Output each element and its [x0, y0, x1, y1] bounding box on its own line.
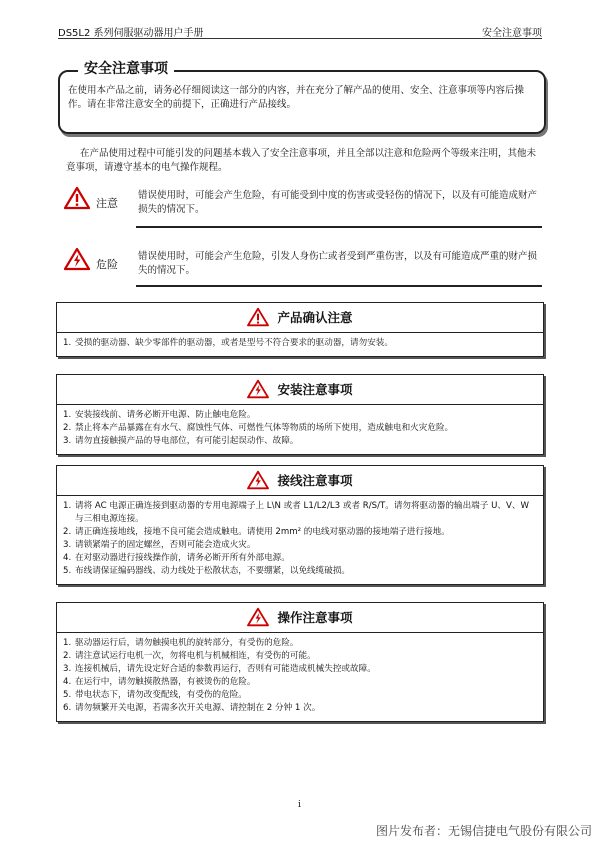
page-header [58, 22, 542, 39]
list-item: 6. 请勿频繁开关电源，若需多次开关电源、请控制在 2 分钟 1 次。 [63, 703, 321, 713]
intro-box [58, 70, 546, 134]
section-wiring [56, 465, 544, 585]
section-operation [56, 602, 544, 722]
list-item: 1. 请将 AC 电源正确连接到驱动器的专用电源端子上 L\N 或者 L1/L2/L3 或者 R/S/T。请勿将驱动器的输出端子 U、V、W 与三相电源连接。 [63, 501, 529, 524]
list-item: 2. 请注意试运行电机一次，勿将电机与机械相连，有受伤的可能。 [63, 651, 316, 661]
page-number: i [298, 800, 301, 810]
warning-lightning-icon [247, 379, 269, 399]
list-item: 2. 禁止将本产品暴露在有水气、腐蚀性气体、可燃性气体等物质的场所下使用，造成触电和火灾危险。 [63, 423, 454, 433]
divider [136, 226, 542, 228]
warning-exclamation-icon [64, 186, 90, 210]
level-desc: 错误使用时，可能会产生危险，有可能受到中度的伤害或受轻伤的情况下，以及有可能造成财产损失的情况下。 [138, 190, 538, 215]
list-item: 3. 请锁紧端子的固定螺丝，否则可能会造成火灾。 [63, 540, 256, 550]
intro-text: 在使用本产品之前，请务必仔细阅读这一部分的内容，并在充分了解产品的使用、安全、注意事项等内容后操作。请在非常注意安全的前提下，正确进行产品接线。 [68, 85, 525, 110]
list-item: 1. 驱动器运行后，请勿触摸电机的旋转部分，有受伤的危险。 [63, 638, 299, 648]
intro-title: 安全注意事项 [78, 58, 174, 78]
section-product-confirmation [56, 302, 544, 357]
list-item: 1. 安装接线前、请务必断开电源、防止触电危险。 [63, 410, 256, 420]
list-item: 3. 连接机械后，请先设定好合适的参数再运行，否则有可能造成机械失控或故障。 [63, 664, 376, 674]
header-section-title: 安全注意事项 [482, 28, 542, 39]
section-installation [56, 374, 544, 455]
level-name: 危险 [96, 258, 118, 271]
list-item: 5. 布线请保证编码器线、动力线处于松散状态，不要绷紧，以免线缆破损。 [63, 566, 351, 576]
warning-lightning-icon [247, 607, 269, 627]
list-item: 2. 请正确连接地线，接地不良可能会造成触电。请使用 2mm² 的电线对驱动器的接地端子进行接地。 [63, 527, 450, 537]
level-caution [58, 186, 542, 222]
section-title: 安装注意事项 [277, 382, 353, 397]
level-desc: 错误使用时，可能会产生危险，引发人身伤亡或者受到严重伤害，以及有可能造成严重的财产损失的情况下。 [138, 251, 538, 276]
section-title: 操作注意事项 [277, 610, 353, 625]
intro-paragraph: 在产品使用过程中可能引发的问题基本载入了安全注意事项，并且全部以注意和危险两个等级来注明，其他未竟事项，请遵守基本的电气操作规程。 [66, 148, 537, 173]
section-title-bar [57, 466, 543, 496]
list-item: 5. 带电状态下，请勿改变配线，有受伤的危险。 [63, 690, 247, 700]
level-name: 注意 [96, 197, 118, 210]
watermark: 图片发布者：无锡信捷电气股份有限公司 [375, 824, 592, 838]
section-title-bar [57, 375, 543, 405]
list-item: 4. 在对驱动器进行接线操作前，请务必断开所有外部电源。 [63, 553, 290, 563]
level-danger [58, 247, 542, 283]
section-title-bar [57, 603, 543, 633]
warning-lightning-icon [64, 247, 90, 271]
section-title: 产品确认注意 [277, 310, 353, 325]
warning-lightning-icon [247, 470, 269, 490]
list-item: 4. 在运行中，请勿触摸散热器，有被烫伤的危险。 [63, 677, 256, 687]
section-title: 接线注意事项 [277, 473, 353, 488]
header-manual-title: DS5L2 系列伺服驱动器用户手册 [58, 28, 204, 39]
section-title-bar [57, 303, 543, 333]
list-item: 3. 请勿直接触摸产品的导电部位，有可能引起误动作、故障。 [63, 436, 299, 446]
divider [136, 285, 542, 287]
warning-exclamation-icon [247, 307, 269, 327]
list-item: 1. 受损的驱动器、缺少零部件的驱动器，或者是型号不符合要求的驱动器，请勿安装。 [63, 338, 393, 348]
